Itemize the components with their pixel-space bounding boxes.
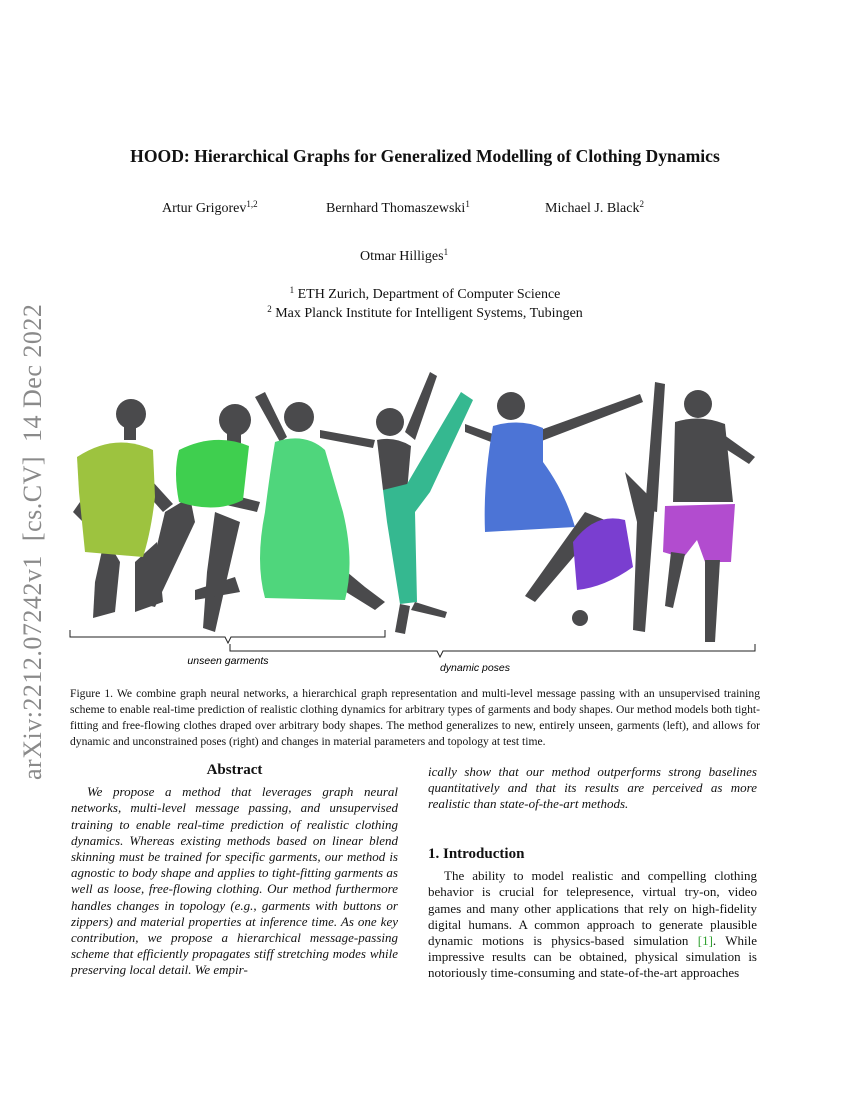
affiliation-1: $^1$ ETH Zurich, Department of Computer Science [289, 285, 561, 302]
abstract-section [71, 762, 398, 979]
author-1: Artur Grigorev$^{1,2}$ [162, 199, 258, 216]
introduction-body: The ability to model realistic and compelling clothing behavior is crucial for telepresence, virtual try-on, video games and many other applications that rely on high-fidelity digital humans. A common approach to generate plausible dynamic motions is physics-based simulation [1]. While impressive results can be obtained, physical simulation is notoriously time-consuming and state-of-the-art approaches [428, 868, 758, 981]
figure-render [73, 372, 755, 642]
abstract-heading: Abstract [206, 762, 263, 778]
abstract-body: We propose a method that leverages graph neural networks, multi-level message passing, and unsupervised training to enable real-time prediction of realistic clothing dynamics. Whereas existing methods based on linear blend skinning must be trained for specific garments, our method is agnostic to body shape and applies to tight-fitting garments as well as loose, free-flowing clothing. Our method furthermore handles changes in topology (e.g., garments with buttons or zippers) and material properties at inference time. As one key contribution, we propose a hierarchical message-passing scheme that efficiently propagates stiff stretching modes while preserving local detail. We empir- [71, 784, 398, 978]
arxiv-identifier: arXiv:2212.07242v1 [cs.CV] 14 Dec 2022 [18, 303, 47, 780]
paper-title: HOOD: Hierarchical Graphs for Generalized Modelling of Clothing Dynamics [130, 146, 720, 166]
author-4: Otmar Hilliges$^1$ [360, 247, 449, 264]
introduction-heading: 1. Introduction [428, 846, 525, 862]
figure-caption: Figure 1. We combine graph neural networks, a hierarchical graph representation and multi-level message passing with an unsupervised training scheme to enable real-time prediction of realistic clothing dynamics for arbitrary types of garments and body shapes. Our method models both tight-fitting and free-flowing clothes draped over arbitrary body shapes. The method generalizes to new, entirely unseen, garments (left), and allows for dynamic and unconstrained poses (right) and changes in material parameters and topology at test time. [70, 687, 760, 748]
introduction-section [428, 846, 757, 982]
abstract-body-continued: ically show that our method outperforms strong baselines quantitatively and that its results are perceived as more realistic than state-of-the-art methods. [428, 764, 757, 812]
author-2: Bernhard Thomaszewski$^1$ [326, 199, 470, 216]
unseen-garments-label: unseen garments [187, 655, 269, 667]
affiliation-2: $^2$ Max Planck Institute for Intelligent Systems, Tubingen [267, 304, 583, 321]
unseen-garments-brace [70, 630, 385, 643]
dynamic-poses-label: dynamic poses [439, 662, 511, 674]
teaser-figure [65, 362, 760, 677]
figure-magenta-shorts [663, 390, 755, 642]
author-3: Michael J. Black$^2$ [545, 199, 644, 216]
dynamic-poses-brace [230, 644, 755, 657]
citation-link[interactable]: [1] [697, 933, 713, 949]
